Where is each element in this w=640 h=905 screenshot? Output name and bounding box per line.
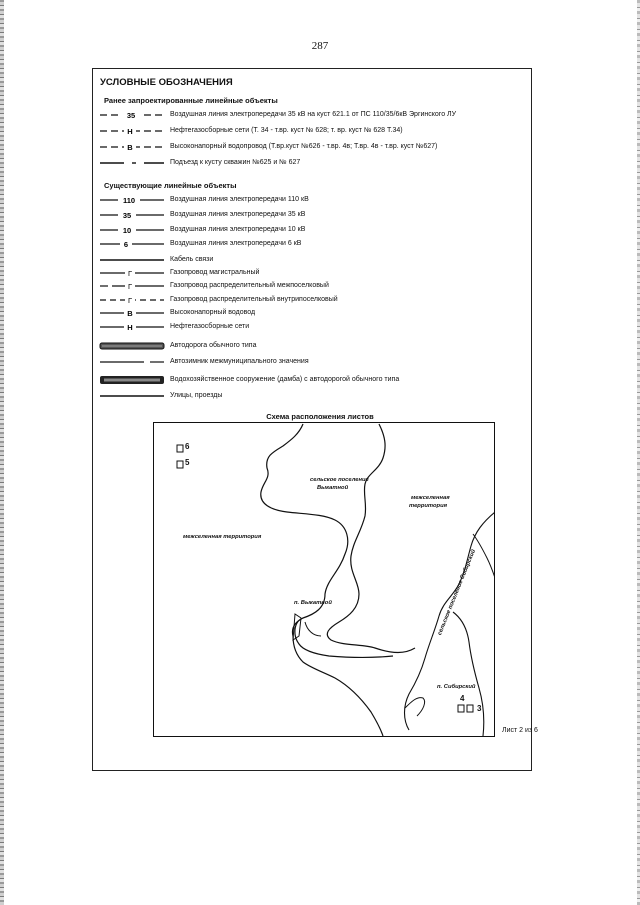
legend-caption: Воздушная линия электропередачи 110 кВ bbox=[170, 196, 309, 203]
legend-caption: Улицы, проезды bbox=[170, 392, 223, 399]
legend-row-planned-oil bbox=[98, 126, 528, 136]
legend-caption: Кабель связи bbox=[170, 256, 214, 263]
label-village-sibirsky: п. Сибирский bbox=[437, 684, 476, 690]
sheet-number-5: 5 bbox=[185, 458, 190, 467]
legend-caption: Газопровод распределительный внутрипоселковый bbox=[170, 296, 338, 303]
symbol-line-gas-internal bbox=[98, 295, 166, 305]
legend-row-streets bbox=[98, 391, 528, 401]
legend-caption: Воздушная линия электропередачи 35 кВ на куст 621.1 от ПС 110/35/6кВ Эргинского ЛУ bbox=[170, 111, 457, 118]
symbol-line-10 bbox=[98, 225, 166, 235]
legend-caption: Воздушная линия электропередачи 10 кВ bbox=[170, 226, 306, 233]
section-existing-heading: Существующие линейные объекты bbox=[104, 181, 237, 190]
symbol-line-cable bbox=[98, 255, 166, 265]
legend-row-road bbox=[98, 341, 528, 351]
legend-row-10 bbox=[98, 225, 528, 235]
legend-caption: Водохозяйственное сооружение (дамба) с автодорогой обычного типа bbox=[170, 376, 400, 383]
sheet-number-4: 4 bbox=[460, 694, 465, 703]
legend-row-gas-internal bbox=[98, 295, 528, 305]
legend-row-gas-inter bbox=[98, 281, 528, 291]
sheet-layout-map bbox=[153, 422, 495, 737]
legend-row-dam bbox=[98, 375, 528, 385]
symbol-road-thick bbox=[98, 341, 166, 351]
legend-caption: Газопровод магистральный bbox=[170, 269, 260, 276]
symbol-dashed-line-v bbox=[98, 142, 166, 152]
legend-row-110 bbox=[98, 195, 528, 205]
legend-caption: Высоконапорный водопровод (Т.вр.куст №626 - т.вр. 4в; Т.вр. 4в - т.вр. куст №627) bbox=[170, 143, 438, 150]
legend-caption: Газопровод распределительный межпоселковый bbox=[170, 282, 329, 289]
legend-row-6 bbox=[98, 239, 528, 249]
legend-caption: Подъезд к кусту скважин №625 и № 627 bbox=[170, 159, 301, 166]
legend-row-cable bbox=[98, 255, 528, 265]
scheme-title: Схема расположения листов bbox=[266, 412, 374, 421]
symbol-winter-road bbox=[98, 357, 166, 367]
legend-row-planned-35 bbox=[98, 110, 528, 120]
legend-caption: Нефтегазосборные сети bbox=[170, 323, 250, 330]
legend-row-water bbox=[98, 308, 528, 318]
legend-caption: Нефтегазосборные сети (Т. 34 - т.вр. куст № 628; т. вр. куст № 628 Т.34) bbox=[170, 127, 403, 134]
symbol-text: Г bbox=[127, 269, 133, 278]
symbol-text: 6 bbox=[123, 240, 129, 249]
symbol-text: 110 bbox=[122, 196, 136, 205]
symbol-line-6 bbox=[98, 239, 166, 249]
legend-caption: Автозимник межмуниципального значения bbox=[170, 358, 309, 365]
legend-caption: Воздушная линия электропередачи 35 кВ bbox=[170, 211, 306, 218]
label-settlement-vykatnoy-1: сельское поселение bbox=[310, 477, 369, 483]
symbol-dashed-line-n bbox=[98, 126, 166, 136]
symbol-text: Н bbox=[127, 127, 133, 136]
symbol-text: 10 bbox=[122, 226, 132, 235]
legend-row-planned-road bbox=[98, 158, 528, 168]
legend-row-planned-water bbox=[98, 142, 528, 152]
legend-row-oil bbox=[98, 322, 528, 332]
symbol-line-gas-inter bbox=[98, 281, 166, 291]
legend-caption: Автодорога обычного типа bbox=[170, 342, 257, 349]
label-settlement-sibirsky: сельское поселение Сибирский bbox=[437, 548, 478, 637]
legend-caption: Воздушная линия электропередачи 6 кВ bbox=[170, 240, 302, 247]
legend-row-winter-road bbox=[98, 357, 528, 367]
sheet-number-6: 6 bbox=[185, 442, 190, 451]
legend-title: УСЛОВНЫЕ ОБОЗНАЧЕНИЯ bbox=[100, 77, 233, 88]
symbol-line-gas-main bbox=[98, 268, 166, 278]
label-intersettlement-right-2: территория bbox=[409, 503, 448, 509]
legend-caption: Высоконапорный водовод bbox=[170, 309, 256, 316]
symbol-line-oil bbox=[98, 322, 166, 332]
symbol-text: 35 bbox=[126, 111, 136, 120]
symbol-dash-dot-road bbox=[98, 158, 166, 168]
symbol-text: Г bbox=[127, 282, 133, 291]
symbol-line-water bbox=[98, 308, 166, 318]
sheet-label: Лист 2 из 6 bbox=[502, 727, 538, 734]
sheet-number-3: 3 bbox=[477, 704, 482, 713]
symbol-streets bbox=[98, 391, 166, 401]
symbol-line-110 bbox=[98, 195, 166, 205]
symbol-line-35 bbox=[98, 210, 166, 220]
scan-edge-left bbox=[0, 0, 4, 905]
symbol-dam-road bbox=[98, 375, 166, 385]
symbol-text: В bbox=[127, 309, 133, 318]
page-number: 287 bbox=[311, 40, 329, 52]
label-settlement-vykatnoy-2: Выкатной bbox=[317, 485, 349, 491]
symbol-text: В bbox=[127, 143, 133, 152]
label-intersettlement-left: межселенная территория bbox=[183, 534, 262, 540]
label-intersettlement-right-1: межселенная bbox=[411, 495, 450, 501]
legend-row-gas-main bbox=[98, 268, 528, 278]
label-village-vykatnoy: п. Выкатной bbox=[294, 600, 332, 606]
section-planned-heading: Ранее запроектированные линейные объекты bbox=[104, 96, 278, 105]
symbol-text: 35 bbox=[122, 211, 132, 220]
symbol-dashed-line-35 bbox=[98, 110, 166, 120]
symbol-text: Г bbox=[127, 296, 133, 305]
legend-row-35 bbox=[98, 210, 528, 220]
symbol-text: Н bbox=[127, 323, 133, 332]
